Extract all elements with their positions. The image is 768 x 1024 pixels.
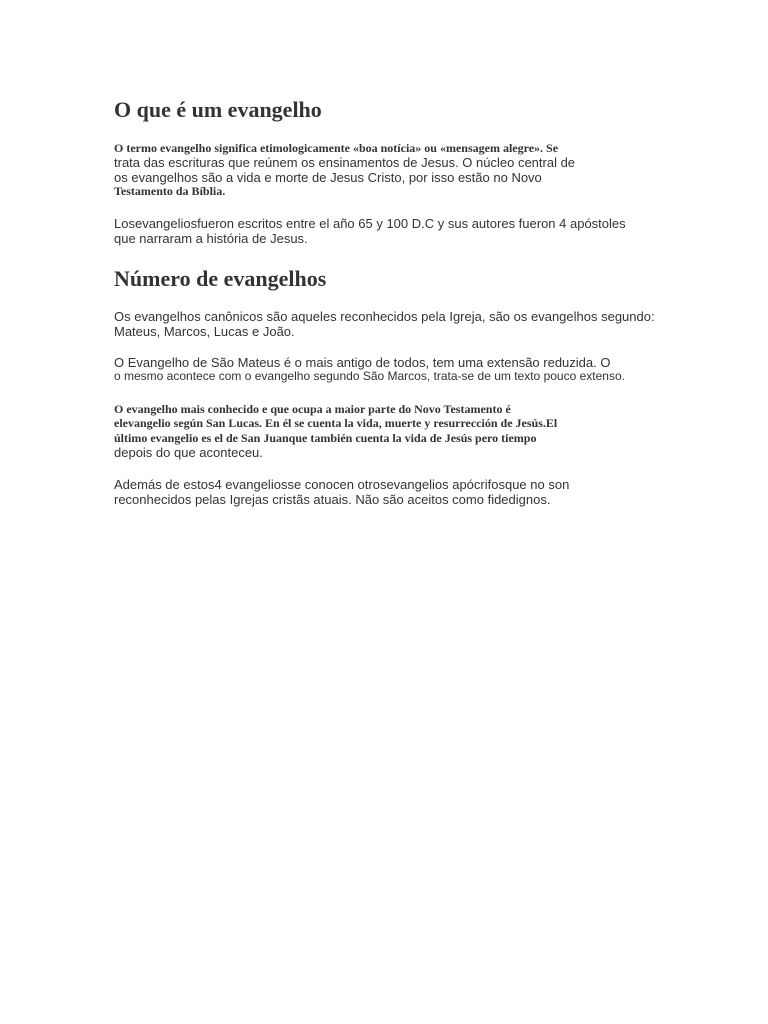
section-heading: O que é um evangelho (114, 97, 322, 122)
paragraph-line: Testamento da Bíblia. (114, 184, 226, 198)
paragraph-line: elevangelio según San Lucas. En él se cuenta la vida, muerte y resurrección de Jesús.El (114, 416, 558, 430)
paragraph-line: os evangelhos são a vida e morte de Jesus Cristo, por isso estão no Novo (114, 170, 542, 185)
paragraph-line: trata das escrituras que reúnem os ensinamentos de Jesus. O núcleo central de (114, 155, 576, 170)
paragraph-line: O Evangelho de São Mateus é o mais antigo de todos, tem uma extensão reduzida. O (114, 355, 611, 370)
paragraph-line: Además de estos4 evangeliosse conocen otrosevangelios apócrifosque no son (114, 477, 570, 492)
paragraph-line: Losevangeliosfueron escritos entre el año 65 y 100 D.C y sus autores fueron 4 apóstoles (114, 216, 626, 231)
paragraph-line: que narraram a história de Jesus. (114, 231, 308, 246)
paragraph-line: depois do que aconteceu. (114, 445, 263, 460)
paragraph-line: Mateus, Marcos, Lucas e João. (114, 324, 295, 339)
paragraph-line: último evangelio es el de San Juanque también cuenta la vida de Jesús pero tiempo (114, 431, 537, 445)
paragraph-line: reconhecidos pelas Igrejas cristãs atuais. Não são aceitos como fidedignos. (114, 492, 551, 507)
paragraph-line: Os evangelhos canônicos são aqueles reconhecidos pela Igreja, são os evangelhos segundo: (114, 309, 655, 324)
section-heading: Número de evangelhos (114, 266, 327, 291)
paragraph-line: o mesmo acontece com o evangelho segundo São Marcos, trata-se de um texto pouco extenso. (114, 369, 625, 383)
paragraph-line: O termo evangelho significa etimologicamente «boa notícia» ou «mensagem alegre». Se (114, 141, 559, 155)
paragraph-line: O evangelho mais conhecido e que ocupa a maior parte do Novo Testamento é (114, 402, 511, 416)
